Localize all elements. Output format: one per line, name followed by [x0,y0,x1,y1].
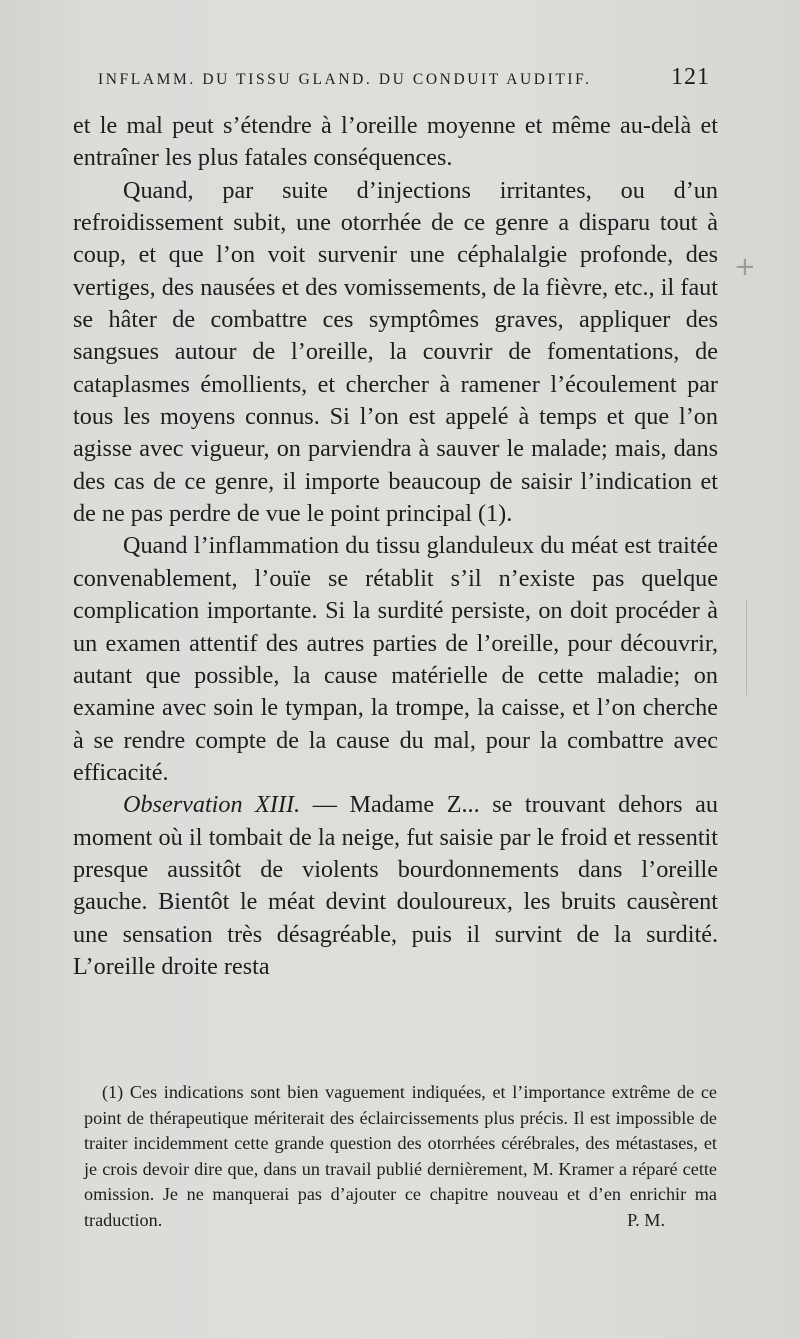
page-header [98,64,710,98]
main-text [73,110,718,983]
footnote-signature: P. M. [627,1209,665,1230]
margin-line [746,600,747,695]
page-number: 121 [671,64,710,90]
observation-label: Observation XIII. [123,791,301,819]
footnote [84,1080,717,1234]
paragraph-observation [73,789,718,983]
footnote-body: (1) Ces indications sont bien vaguement indiquées, et l’importance extrême de ce point de thérapeutique mériterait des éclaircissements plus précis. Il est impossible de traiter incidemment cette grande question des otorrhées cérébrales, des métastases, et je crois devoir dire que, dans un travail publié dernièrement, M. Kramer a réparé cette omission. Je ne manquerai pas d’ajouter ce chapitre nouveau et d’en enrichir ma traduction. [84,1082,717,1230]
paragraph-continuation: et le mal peut s’étendre à l’oreille moyenne et même au-delà et entraîner les plus fatales conséquences. [73,112,718,172]
margin-cross-mark: + [734,252,756,282]
paragraph-otorrhea-suppression: Quand, par suite d’injections irritantes, ou d’un refroidissement subit, une otorrhée de ce genre a disparu tout à coup, et que l’on voit survenir une céphalalgie profonde, des vertiges, des nausées et des vomissements, de la fièvre, etc., il faut se hâter de combattre ces symptômes graves, appliquer des sangsues autour de l’oreille, la couvrir de fomentations, de cataplasmes émollients, et chercher à ramener l’écoulement par tous les moyens connus. Si l’on est appelé à temps et que l’on agisse avec vigueur, on parviendra à sauver le malade; mais, dans des cas de ce genre, il importe beaucoup de saisir l’indication et de ne pas perdre de vue le point principal (1). [73,176,718,528]
paragraph-treatment: Quand l’inflammation du tissu glanduleux du méat est traitée convenablement, l’ouïe se rétablit s’il n’existe pas quelque complication importante. Si la surdité persiste, on doit procéder à un examen attentif des autres parties de l’oreille, pour découvrir, autant que possible, la cause matérielle de cette maladie; on examine avec soin le tympan, la trompe, la caisse, et l’on cherche à se rendre compte de la cause du mal, pour la combattre avec efficacité. [73,532,718,786]
footnote-text [84,1080,717,1234]
running-head: INFLAMM. DU TISSU GLAND. DU CONDUIT AUDITIF. [98,71,592,88]
observation-text: — Madame Z... se trouvant dehors au moment où il tombait de la neige, fut saisie par le froid et ressentit presque aussitôt de violents bourdonnements dans l’oreille gauche. Bientôt le méat devint douloureux, les bruits causèrent une sensation très désagréable, puis il survint de la surdité. L’oreille droite resta [73,791,718,980]
